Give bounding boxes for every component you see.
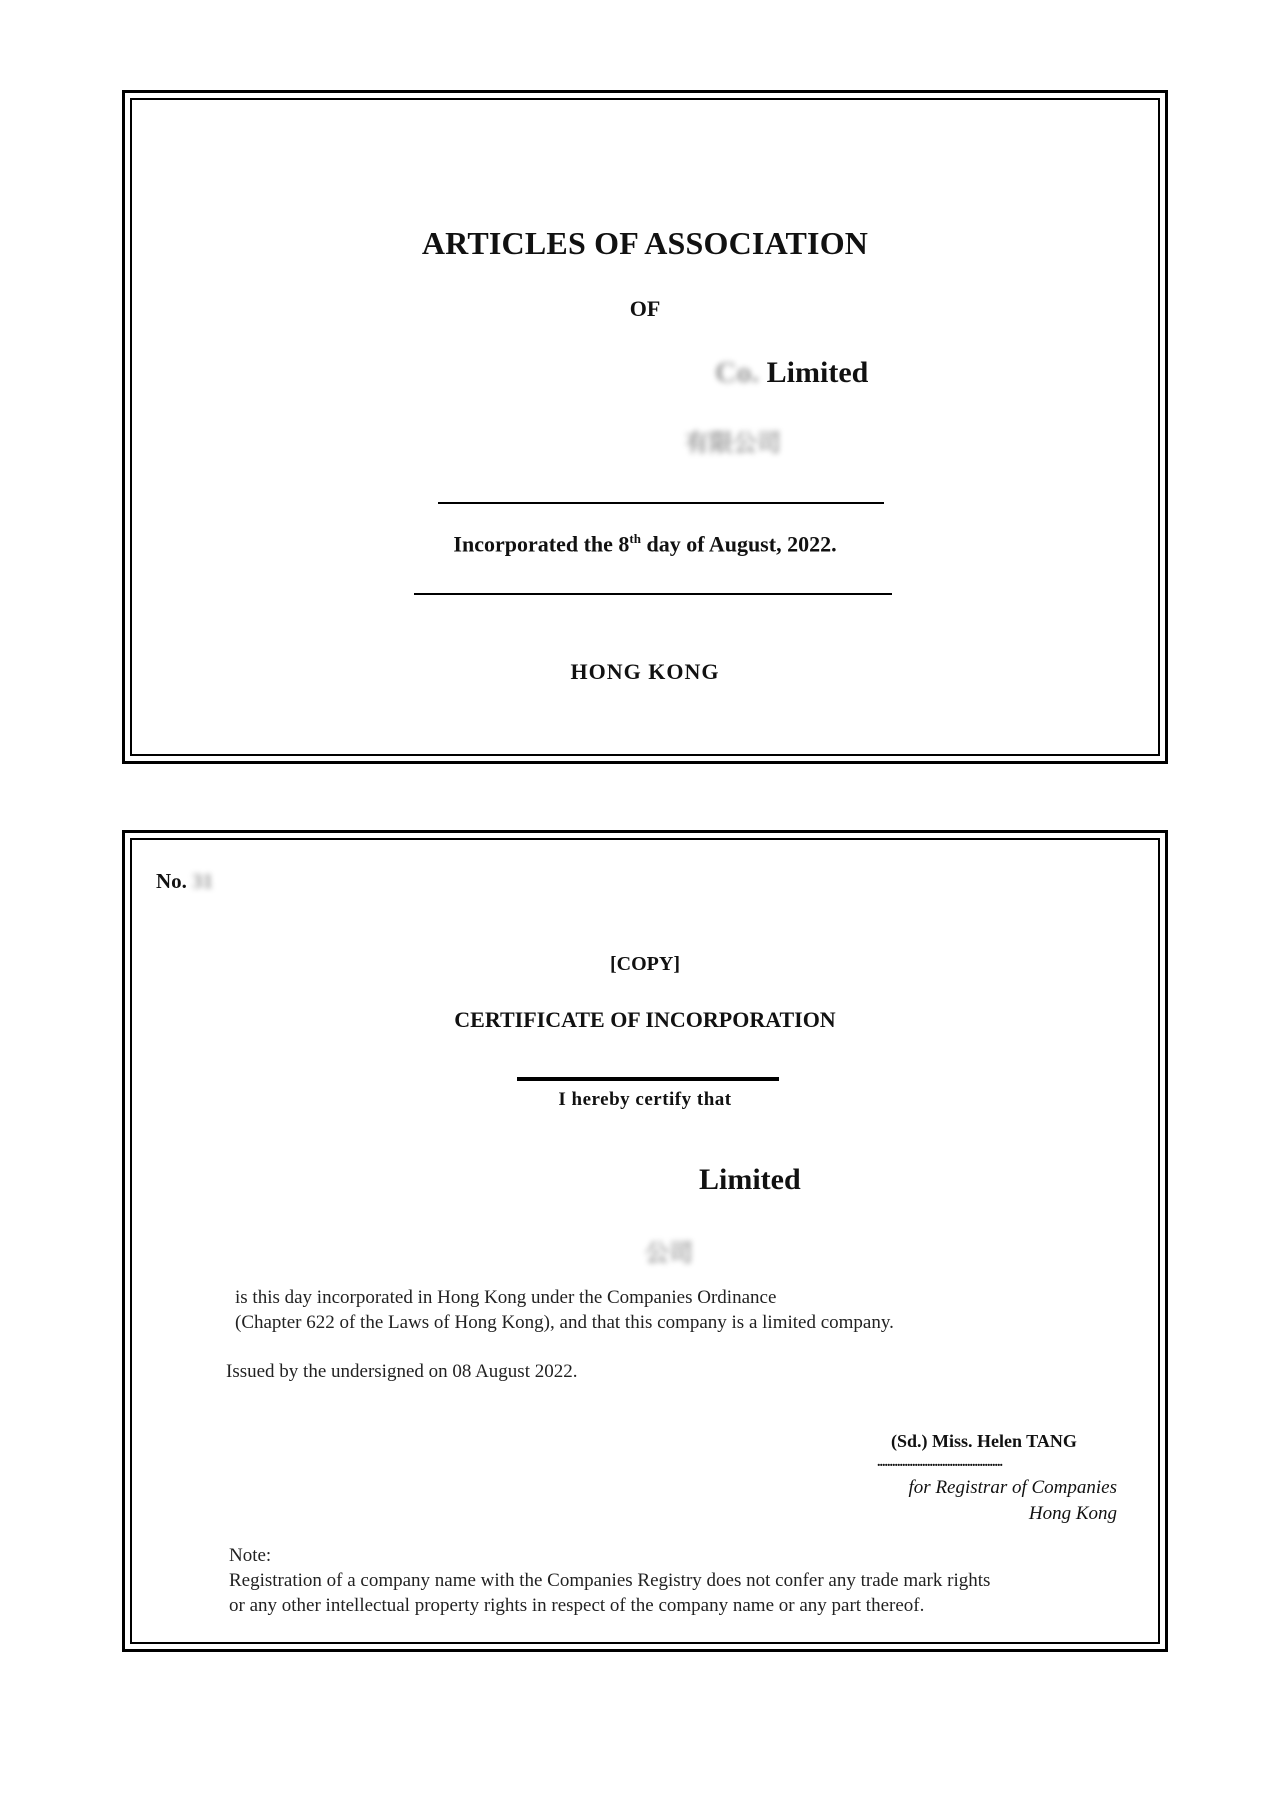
- certificate-rule: [517, 1077, 779, 1081]
- registrar-title: for Registrar of Companies: [908, 1477, 1117, 1498]
- redacted-name-fragment: Co.: [715, 356, 760, 389]
- articles-company-name-zh: [685, 423, 781, 458]
- registrar-place: Hong Kong: [1028, 1503, 1117, 1524]
- copy-label: [COPY]: [610, 953, 680, 975]
- body-line-1: is this day incorporated in Hong Kong under the Companies Ordinance: [235, 1287, 777, 1308]
- note-line-2: or any other intellectual property rights in respect of the company name or any part thereof.: [229, 1595, 925, 1616]
- articles-company-name-en: [715, 356, 868, 390]
- number-value: 31: [192, 869, 214, 893]
- number-label: No.: [156, 869, 187, 893]
- redacted-name-zh: 公司: [645, 1239, 693, 1267]
- inc-suffix: day of August, 2022.: [640, 531, 837, 557]
- place-hong-kong: HONG KONG: [570, 659, 720, 684]
- note-heading: Note:: [229, 1545, 272, 1566]
- body-line-2: (Chapter 622 of the Laws of Hong Kong), and that this company is a limited company.: [235, 1312, 894, 1333]
- signatory: (Sd.) Miss. Helen TANG: [891, 1431, 1077, 1451]
- rule-top: [438, 502, 884, 504]
- inc-prefix: Incorporated the 8: [453, 531, 630, 557]
- certificate-body: [235, 1285, 1055, 1335]
- articles-cover: [122, 90, 1168, 764]
- certificate-title: CERTIFICATE OF INCORPORATION: [454, 1007, 836, 1032]
- note-line-1: Registration of a company name with the Companies Registry does not confer any trade mark rights: [229, 1570, 991, 1591]
- inc-sup: th: [629, 531, 641, 546]
- certificate-number: [156, 869, 213, 894]
- incorporation-date: [125, 531, 1165, 557]
- certificate-of-incorporation: [122, 830, 1168, 1652]
- certify-text: I hereby certify that: [558, 1089, 732, 1110]
- articles-title: ARTICLES OF ASSOCIATION: [421, 225, 869, 261]
- rule-bottom: [414, 593, 892, 595]
- certificate-company-name-en: Limited: [699, 1163, 801, 1196]
- signature-line: ..................................................: [877, 1455, 1002, 1470]
- articles-of: OF: [629, 296, 661, 321]
- issued-statement: Issued by the undersigned on 08 August 2022.: [226, 1361, 578, 1382]
- certificate-company-name-zh: [645, 1233, 693, 1268]
- redacted-name-zh: 有限公司: [685, 429, 781, 457]
- articles-inner-border: [130, 98, 1160, 756]
- company-suffix: Limited: [766, 356, 869, 389]
